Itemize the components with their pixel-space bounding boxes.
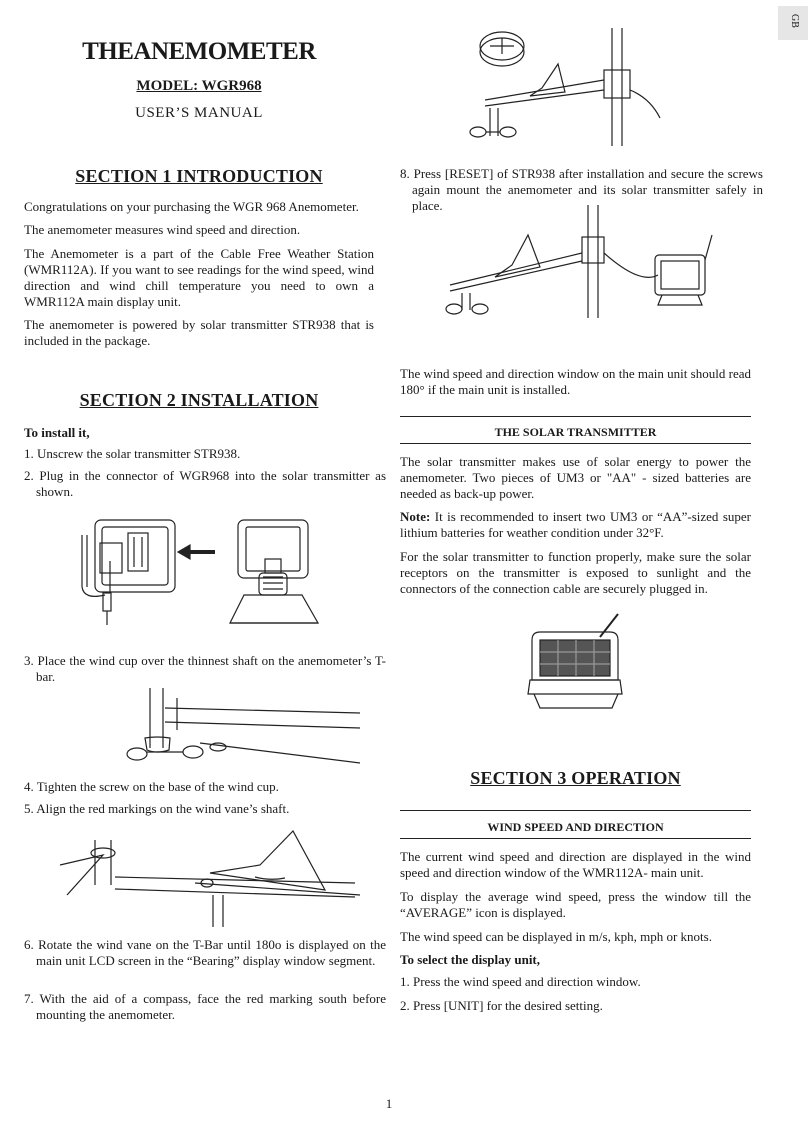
anemometer-with-transmitter-illustration: [440, 205, 720, 320]
install-intro: To install it,: [24, 425, 90, 440]
select-step-1: 1. Press the wind speed and direction window.: [400, 974, 641, 989]
install-step-6: 6. Rotate the wind vane on the T-Bar until 180o is displayed on the main unit LCD screen in the “Bearing” display window segment.: [24, 937, 386, 968]
install-step-8: 8. Press [RESET] of STR938 after installation and secure the screws again mount the anemometer and its solar transmitter safely in place.: [400, 166, 763, 213]
install-step-7: 7. With the aid of a compass, face the red marking south before mounting the anemometer.: [24, 991, 386, 1022]
wind-paragraph-3: The wind speed can be displayed in m/s, kph, mph or knots.: [400, 929, 712, 944]
wind-speed-heading: WIND SPEED AND DIRECTION: [487, 820, 664, 834]
solar-transmitter-illustration: [520, 612, 640, 712]
manual-subtitle: USER’S MANUAL: [135, 105, 263, 121]
wind-vane-alignment-illustration: [55, 825, 370, 930]
solar-note: [400, 509, 751, 541]
install-step-1: 1. Unscrew the solar transmitter STR938.: [24, 446, 241, 461]
solar-note-text: It is recommended to insert two UM3 or “AA”-sized super lithium batteries for weather condition under 32°F.: [400, 509, 751, 540]
wind-top-rule: [400, 810, 751, 811]
wind-bottom-rule: [400, 838, 751, 839]
select-unit-label: To select the display unit,: [400, 952, 541, 967]
section1-heading: SECTION 1 INTRODUCTION: [75, 166, 323, 186]
select-step-2: 2. Press [UNIT] for the desired setting.: [400, 998, 603, 1013]
language-tab-label: GB: [789, 14, 800, 28]
document-title: THEANEMOMETER: [82, 38, 316, 65]
model-line: MODEL: WGR968: [136, 78, 262, 94]
solar-paragraph-1: The solar transmitter makes use of solar energy to power the anemometer. Two pieces of UM3 or "AA" - sized batteries are needed as back-up power.: [400, 454, 751, 501]
wind-paragraph-2: To display the average wind speed, press the window till the “AVERAGE” icon is displayed.: [400, 889, 751, 920]
intro-paragraph-2: The anemometer measures wind speed and direction.: [24, 222, 301, 237]
install-step-5: 5. Align the red markings on the wind vane’s shaft.: [24, 801, 290, 816]
compass-mount-illustration: [460, 28, 660, 148]
page-number: 1: [385, 1096, 393, 1111]
intro-paragraph-4: The anemometer is powered by solar transmitter STR938 that is included in the package.: [24, 317, 374, 348]
connector-illustration: [70, 515, 330, 635]
section2-heading: SECTION 2 INSTALLATION: [79, 390, 319, 410]
wind-paragraph-1: The current wind speed and direction are displayed in the wind speed and direction window of the WMR112A- main unit.: [400, 849, 751, 880]
solar-note-label: Note:: [400, 509, 431, 524]
install-step-4: 4. Tighten the screw on the base of the wind cup.: [24, 779, 279, 794]
solar-top-rule: [400, 416, 751, 417]
intro-paragraph-3: The Anemometer is a part of the Cable Free Weather Station (WMR112A). If you want to see readings for the wind speed, wind direction and wind chill temperature you need to own a WMR112A main display unit.: [24, 246, 374, 309]
solar-paragraph-2: For the solar transmitter to function properly, make sure the solar receptors on the transmitter is exposed to sunlight and the connectors of the connection cable are securely plugged in.: [400, 549, 751, 596]
wind-cup-illustration: [125, 688, 365, 768]
solar-bottom-rule: [400, 443, 751, 444]
install-step-2: 2. Plug in the connector of WGR968 into the solar transmitter as shown.: [24, 468, 386, 499]
solar-heading: THE SOLAR TRANSMITTER: [494, 425, 657, 439]
install-step-3: 3. Place the wind cup over the thinnest shaft on the anemometer’s T-bar.: [24, 653, 386, 684]
language-tab: [778, 6, 808, 40]
intro-paragraph-1: Congratulations on your purchasing the WGR 968 Anemometer.: [24, 199, 359, 214]
bearing-note: The wind speed and direction window on the main unit should read 180° if the main unit is installed.: [400, 366, 751, 397]
section3-heading: SECTION 3 OPERATION: [470, 768, 681, 788]
